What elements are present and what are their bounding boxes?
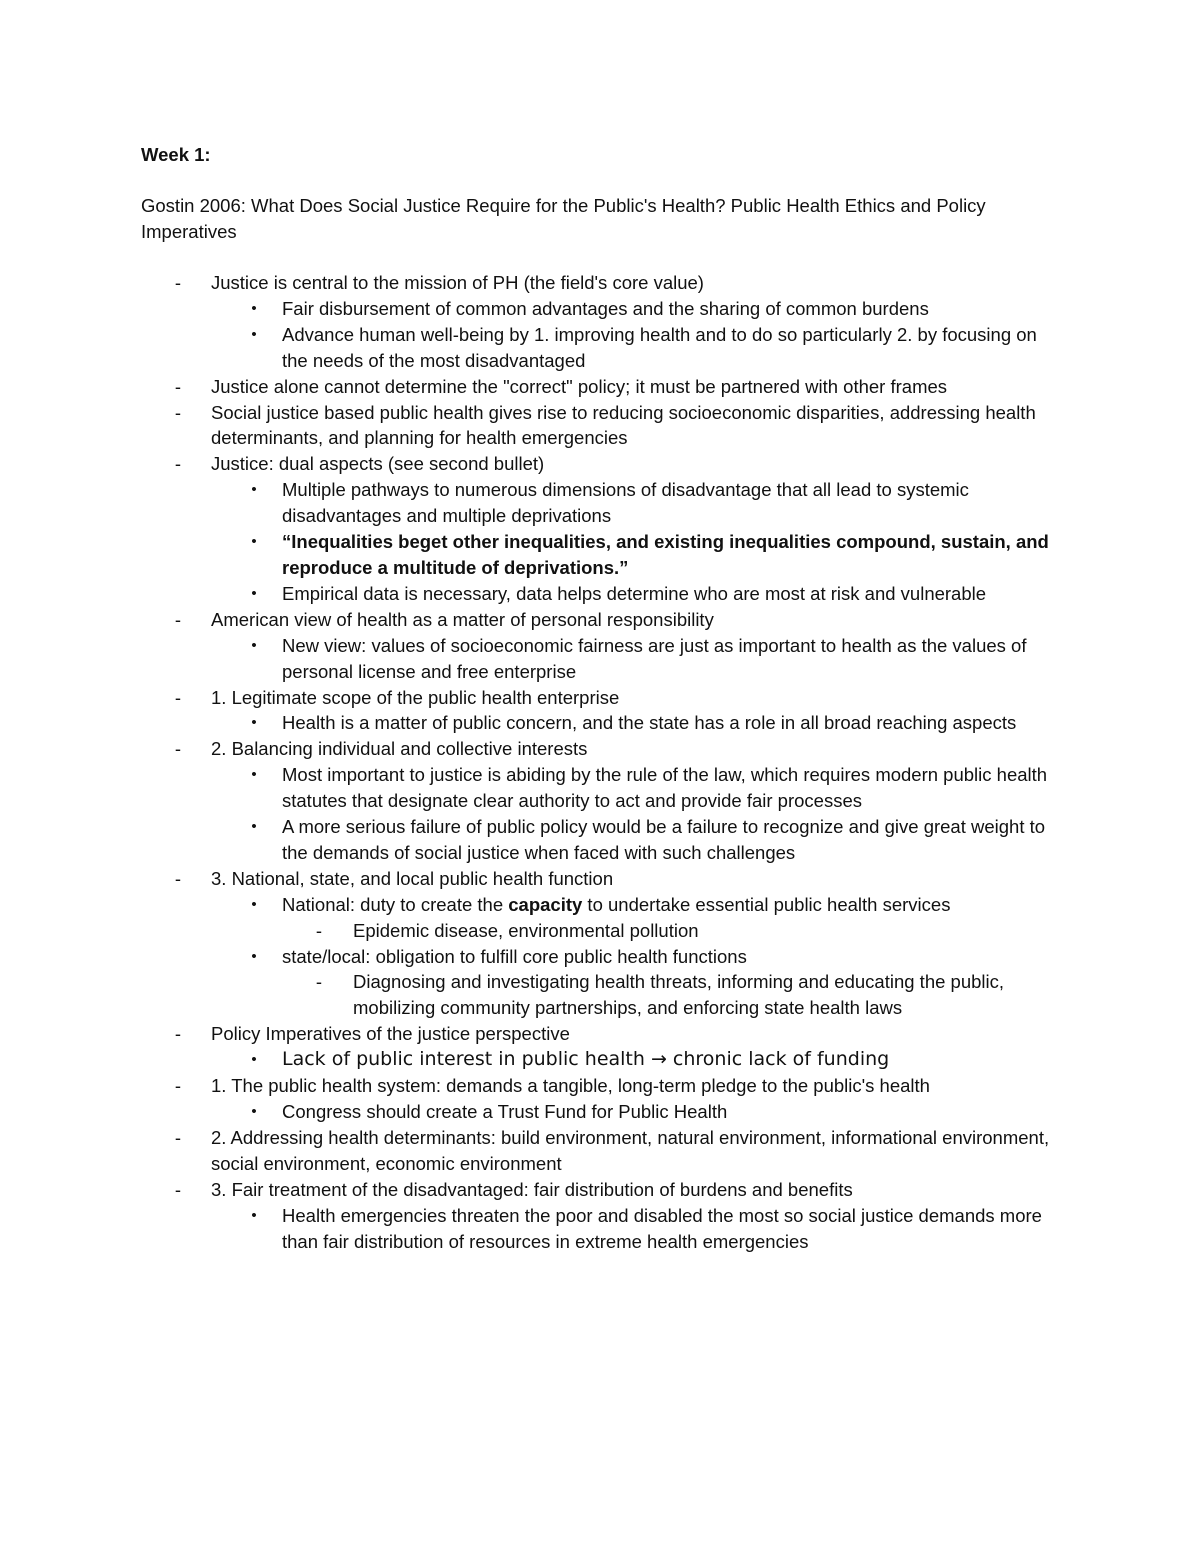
list-item-level-2 xyxy=(0,710,1200,736)
list-item-level-2 xyxy=(0,633,1200,685)
list-item-text: Health is a matter of public concern, and the state has a role in all broad reaching aspects xyxy=(282,712,1017,734)
list-item-level-2 xyxy=(0,944,1200,970)
list-item-level-2 xyxy=(0,814,1200,866)
text-run: to undertake essential public health services xyxy=(582,893,951,915)
bullet-marker: • xyxy=(251,766,257,784)
list-item-level-2 xyxy=(0,581,1200,607)
list-item-text: Social justice based public health gives rise to reducing socioeconomic disparities, addressing health determinants, and planning for health emergencies xyxy=(211,401,1036,449)
list-item-text: 1. The public health system: demands a tangible, long-term pledge to the public's health xyxy=(211,1075,930,1097)
dash-marker: - xyxy=(174,1126,182,1148)
list-item-level-1 xyxy=(0,451,1200,477)
dash-marker: - xyxy=(174,1178,182,1200)
list-item-level-2 xyxy=(0,762,1200,814)
list-item-text: Congress should create a Trust Fund for Public Health xyxy=(282,1101,728,1122)
dash-marker: - xyxy=(174,272,182,293)
list-item-text: Advance human well-being by 1. improving health and to do so particularly 2. by focusing on the needs of the most disadvantaged xyxy=(282,323,1037,371)
dash-marker: - xyxy=(174,608,182,630)
list-item-level-2 xyxy=(0,1203,1200,1255)
list-item-level-1 xyxy=(0,1021,1200,1047)
list-item-text: 2. Addressing health determinants: build environment, natural environment, informational environment, social environment, economic environment xyxy=(211,1126,1050,1174)
dash-marker: - xyxy=(315,919,323,941)
list-item-text: Most important to justice is abiding by the rule of the law, which requires modern public health statutes that designate clear authority to act and provide fair processes xyxy=(282,764,1048,812)
dash-marker: - xyxy=(174,453,182,475)
list-item-level-1 xyxy=(0,1177,1200,1203)
list-item-level-1 xyxy=(0,374,1200,400)
list-item-text xyxy=(282,892,1067,918)
source-title: Gostin 2006: What Does Social Justice Require for the Public's Health? Public Health Ethics and Policy Imperatives xyxy=(141,195,986,242)
dash-marker: - xyxy=(174,401,182,423)
dash-marker: - xyxy=(174,867,182,889)
bullet-marker: • xyxy=(251,481,257,499)
list-item-level-1 xyxy=(0,1125,1200,1177)
bullet-marker: • xyxy=(251,325,257,343)
list-item-level-2 xyxy=(0,529,1200,581)
list-item-text: 1. Legitimate scope of the public health enterprise xyxy=(211,686,620,708)
dash-marker: - xyxy=(174,1075,182,1097)
list-item-text: A more serious failure of public policy would be a failure to recognize and give great weight to the demands of social justice when faced with such challenges xyxy=(282,816,1046,863)
dash-marker: - xyxy=(174,738,182,760)
list-item-text: 3. National, state, and local public health function xyxy=(211,867,614,889)
list-item-level-3 xyxy=(0,969,1200,1021)
list-item-text: Justice alone cannot determine the "correct" policy; it must be partnered with other frames xyxy=(211,375,948,397)
bullet-marker: • xyxy=(251,1103,257,1120)
bullet-marker: • xyxy=(251,818,257,836)
bullet-marker: • xyxy=(251,1206,257,1224)
list-item-text: Justice: dual aspects (see second bullet) xyxy=(211,453,545,475)
list-item-level-2 xyxy=(0,892,1200,918)
list-item-text: Diagnosing and investigating health threats, informing and educating the public, mobilizing community partnerships, and enforcing state health laws xyxy=(353,971,1005,1019)
week-heading: Week 1: xyxy=(141,144,211,165)
list-item-text: 2. Balancing individual and collective interests xyxy=(211,738,588,760)
list-item-text: Epidemic disease, environmental pollution xyxy=(353,919,699,941)
bullet-marker: • xyxy=(251,636,257,654)
list-item-level-1 xyxy=(0,607,1200,633)
bullet-marker: • xyxy=(251,947,257,965)
list-item-text: Multiple pathways to numerous dimensions of disadvantage that all lead to systemic disadvantages and multiple deprivations xyxy=(282,479,969,527)
list-item-level-1 xyxy=(0,1073,1200,1099)
list-item-text: American view of health as a matter of personal responsibility xyxy=(211,608,714,630)
list-item-text: state/local: obligation to fulfill core public health functions xyxy=(282,945,747,967)
list-item-level-2 xyxy=(0,296,1200,322)
list-item-text: “Inequalities beget other inequalities, and existing inequalities compound, sustain, and reproduce a multitude of deprivations.” xyxy=(282,531,1049,578)
list-item-level-1 xyxy=(0,270,1200,296)
list-item-level-1 xyxy=(0,736,1200,762)
bullet-marker: • xyxy=(251,1051,257,1069)
list-item-text: Lack of public interest in public health → chronic lack of funding xyxy=(282,1048,890,1071)
bullet-marker: • xyxy=(251,895,257,913)
list-item-level-3 xyxy=(0,918,1200,944)
list-item-level-1 xyxy=(0,400,1200,452)
list-item-text: 3. Fair treatment of the disadvantaged: fair distribution of burdens and benefits xyxy=(211,1178,853,1200)
list-item-text: Fair disbursement of common advantages and the sharing of common burdens xyxy=(282,297,929,319)
list-item-text: Health emergencies threaten the poor and disabled the most so social justice demands more than fair distribution of resources in extreme health emergencies xyxy=(282,1204,1042,1252)
list-item-level-2 xyxy=(0,477,1200,529)
dash-marker: - xyxy=(174,375,182,397)
text-run: National: duty to create the xyxy=(282,893,509,915)
list-item-text: Policy Imperatives of the justice perspective xyxy=(211,1023,570,1045)
list-item-text: New view: values of socioeconomic fairness are just as important to health as the values of personal license and free enterprise xyxy=(282,634,1027,682)
list-item-level-2 xyxy=(0,322,1200,374)
list-item-level-1 xyxy=(0,685,1200,711)
bullet-marker: • xyxy=(251,584,257,602)
list-item-text: Justice is central to the mission of PH (the field's core value) xyxy=(211,272,704,293)
list-item-level-1 xyxy=(0,866,1200,892)
notes-list xyxy=(0,270,1200,1254)
bullet-marker: • xyxy=(251,299,257,317)
bullet-marker: • xyxy=(251,714,257,732)
bullet-marker: • xyxy=(251,533,257,551)
list-item-text: Empirical data is necessary, data helps determine who are most at risk and vulnerable xyxy=(282,582,987,604)
list-item-level-2 xyxy=(0,1099,1200,1125)
list-item-level-2 xyxy=(0,1047,1200,1073)
dash-marker: - xyxy=(174,686,182,708)
dash-marker: - xyxy=(315,971,323,993)
emphasis-text: capacity xyxy=(508,893,583,915)
dash-marker: - xyxy=(174,1023,182,1045)
